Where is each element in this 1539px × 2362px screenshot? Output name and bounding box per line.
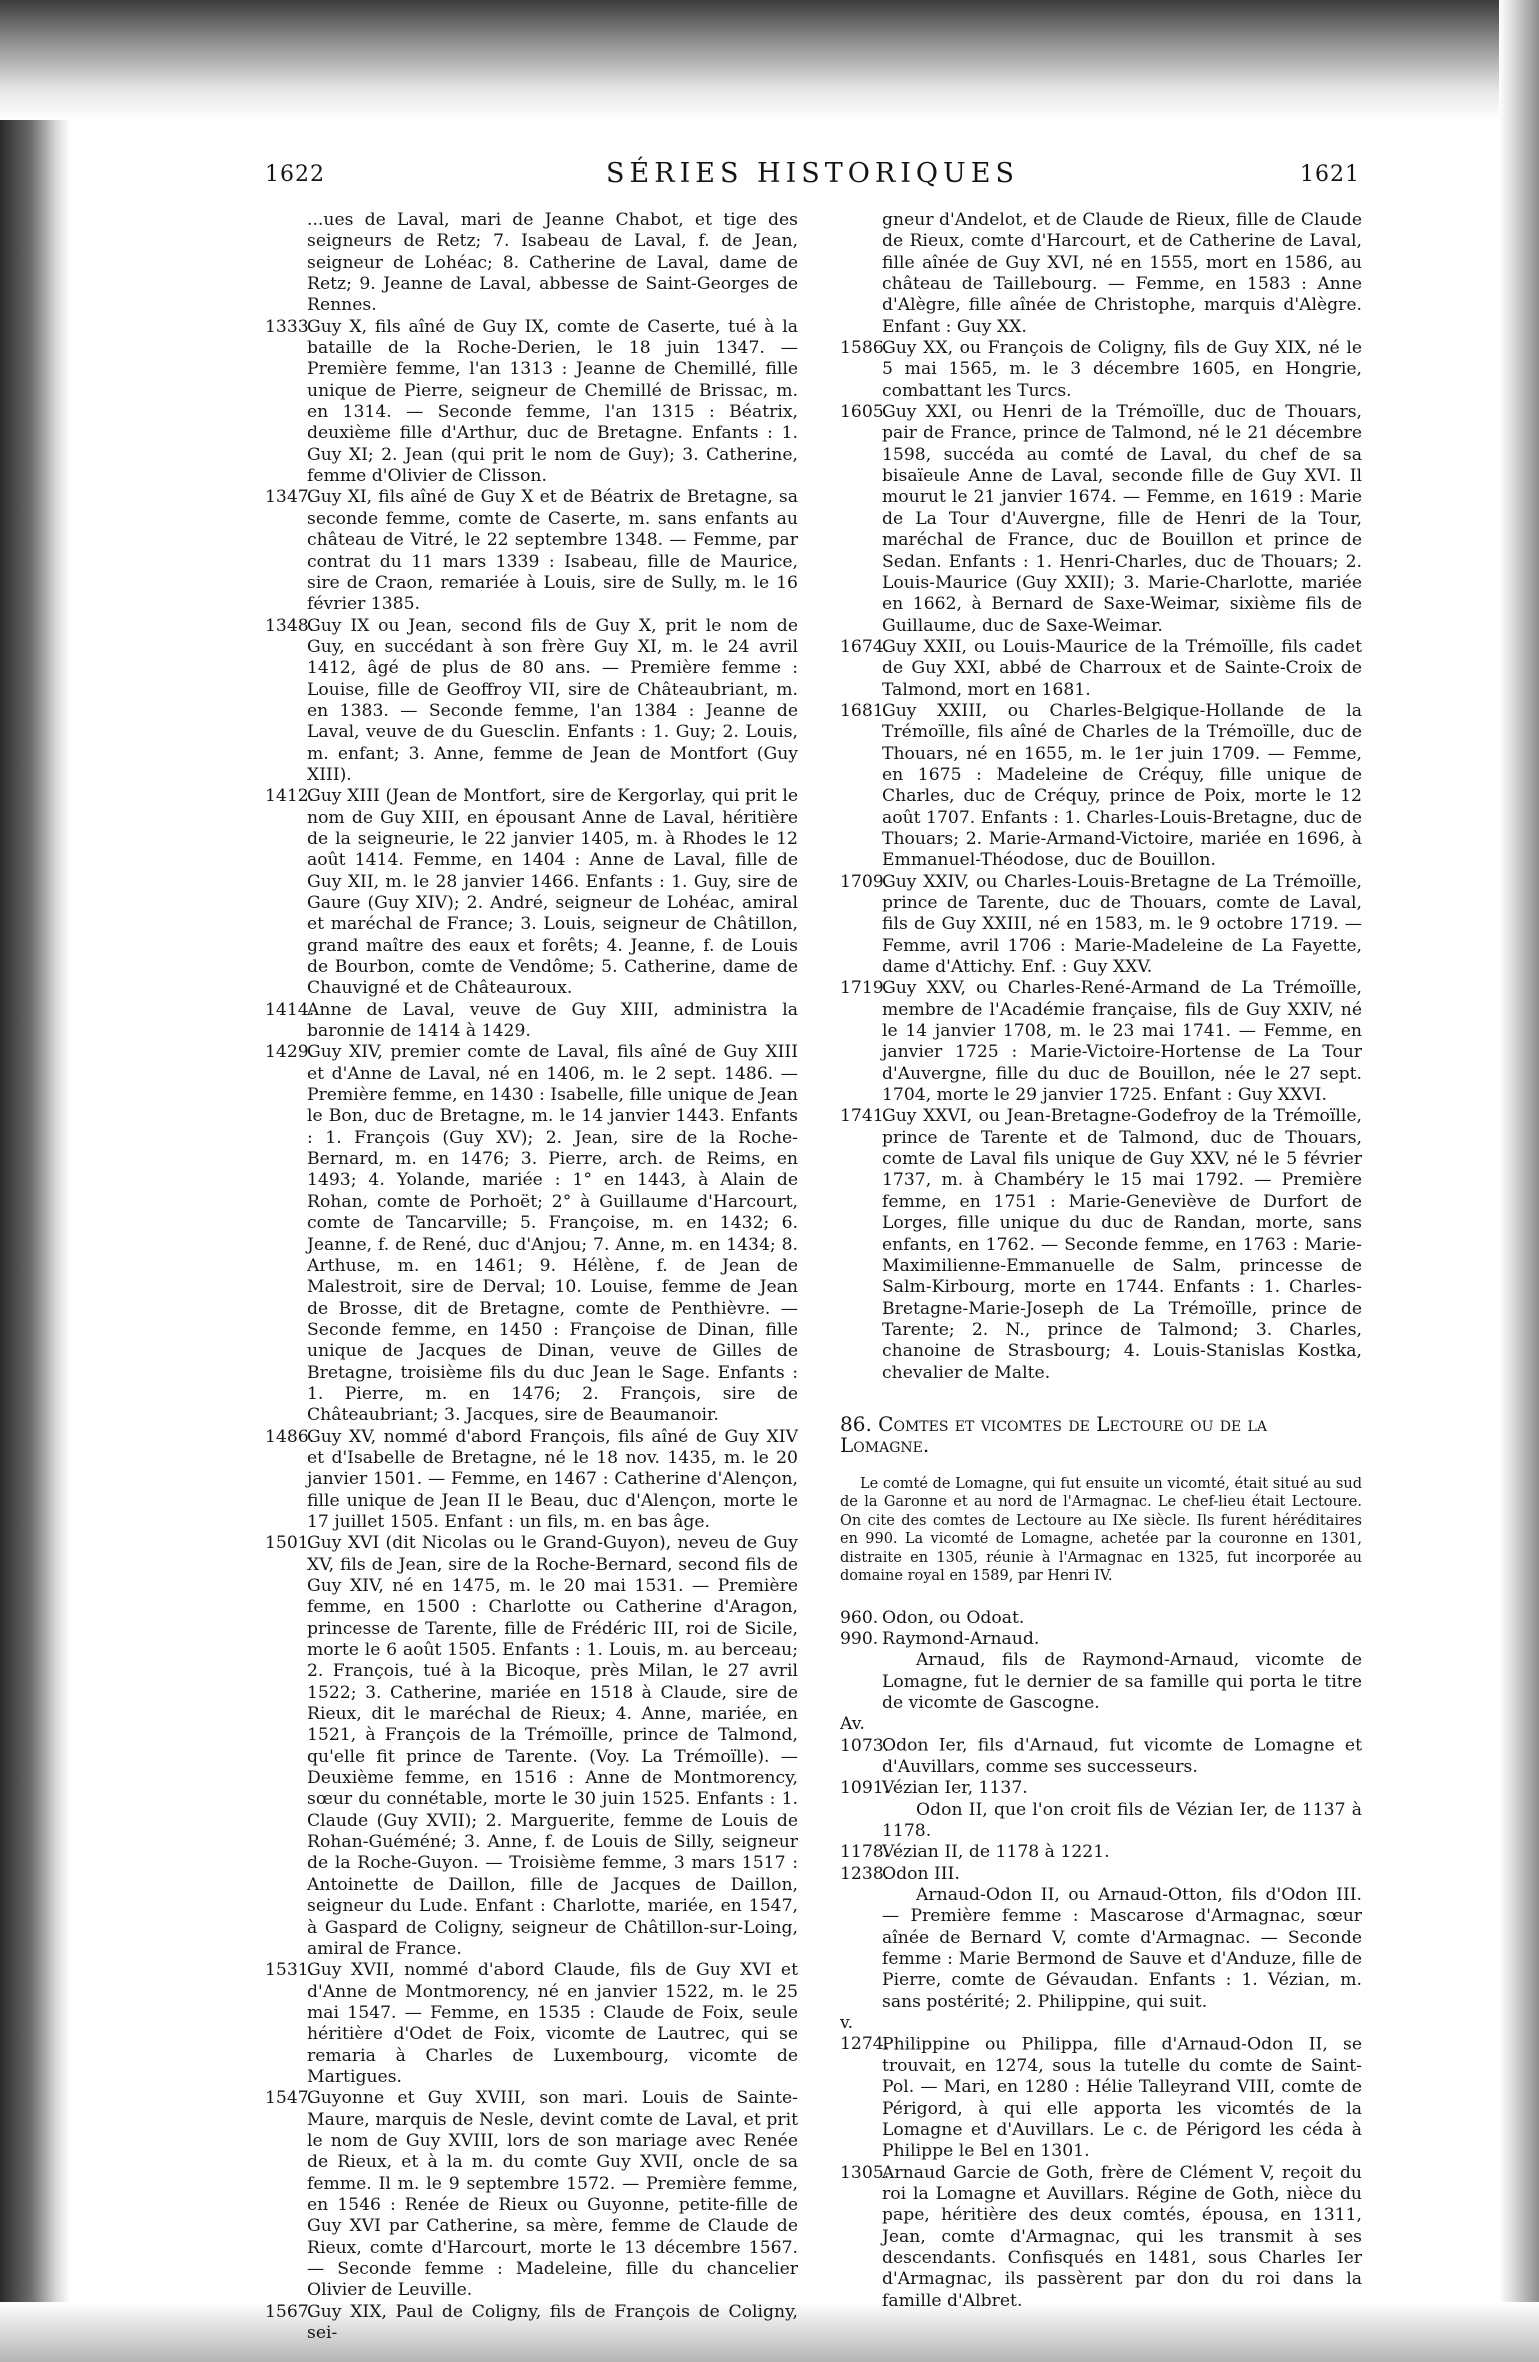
chronology-entry <box>840 1778 1362 1799</box>
chronology-entry <box>840 338 1362 402</box>
section-paragraph: Odon II, que l'on croit fils de Vézian Ier, de 1137 à 1178. <box>882 1799 1362 1842</box>
chronology-entry <box>840 701 1362 872</box>
entry-date: 1091. <box>840 1778 890 1799</box>
chronology-entry <box>265 1960 798 2088</box>
entry-date: Av. 1073. <box>840 1714 890 1756</box>
entry-date: 1567. <box>265 2301 315 2322</box>
right-column <box>840 210 1362 2312</box>
entry-text: Guyonne et Guy XVIII, son mari. Louis de Sainte-Maure, marquis de Nesle, devint comte de Laval, et prit le nom de Guy XVIII, lors de son mariage avec Renée de Rieux, et à la m. du comte Guy XVII, oncle de sa femme. Il m. le 9 septembre 1572. — Première femme, en 1546 : Renée de Rieux ou Guyonne, petite-fille de Guy XVI par Catherine, sa mère, femme de Claude de Rieux, comte d'Harcourt, morte le 13 décembre 1567. — Seconde femme : Madeleine, fille du chancelier Olivier de Leuville. <box>307 2088 798 2301</box>
entry-date: 1486. <box>265 1426 315 1447</box>
entry-date: 1333. <box>265 316 315 337</box>
chronology-entry <box>840 872 1362 979</box>
entry-date: 1429. <box>265 1042 315 1063</box>
page-number-right: 1621 <box>1300 162 1360 187</box>
section-title: 86. Comtes et vicomtes de Lectoure ou de la Lomagne. <box>840 1411 1267 1458</box>
chronology-entry <box>840 637 1362 701</box>
scan-shadow-top <box>0 0 1539 120</box>
chronology-entry <box>840 210 1362 338</box>
entry-text: Odon Ier, fils d'Arnaud, fut vicomte de Lomagne et d'Auvillars, comme ses successeurs. <box>882 1735 1362 1777</box>
entry-text: Odon III. <box>882 1863 960 1884</box>
entry-date: 1501. <box>265 1533 315 1554</box>
entry-text: Guy XI, fils aîné de Guy X et de Béatrix de Bretagne, sa seconde femme, comte de Caserte, m. sans enfants au château de Vitré, le 22 septembre 1348. — Femme, par contrat du 11 mars 1339 : Isabeau, fille de Maurice, sire de Craon, remariée à Louis, sire de Sully, m. le 16 février 1385. <box>307 487 798 615</box>
chronology-entry <box>265 2302 798 2345</box>
chronology-entry <box>840 1106 1362 1383</box>
chronology-entry <box>265 210 798 317</box>
chronology-entry <box>265 317 798 488</box>
entry-date: 1414. <box>265 999 315 1020</box>
entry-text: Guy XVI (dit Nicolas ou le Grand-Guyon), neveu de Guy XV, fils de Jean, sire de la Roche-Bernard, second fils de Guy XIV, né en 1475, m. le 20 mai 1531. — Première femme, en 1500 : Charlotte ou Catherine d'Aragon, princesse de Tarente, fille de Frédéric III, roi de Sicile, morte le 6 août 1505. Enfants : 1. Louis, m. au berceau; 2. François, tué à la Bicoque, près Milan, le 27 avril 1522; 3. Catherine, mariée en 1518 à Claude, sire de Rieux, dit le maréchal de Rieux; 4. Anne, mariée, en 1521, à François de la Trémoïlle, prince de Talmond, qu'elle fit prince de Tarente. (Voy. La Trémoïlle). — Deuxième femme, en 1516 : Anne de Montmorency, sœur du connétable, morte le 30 juin 1525. Enfants : 1. Claude (Guy XVII); 2. Marguerite, femme de Louis de Rohan-Guéméné; 3. Anne, f. de Louis de Silly, seigneur de la Roche-Guyon. — Troisième femme, 3 mars 1517 : Antoinette de Daillon, fille de Jacques de Daillon, seigneur du Lude. Enfant : Charlotte, mariée, en 1547, à Gaspard de Coligny, seigneur de Châtillon-sur-Loing, amiral de France. <box>307 1533 798 1959</box>
entry-text: Vézian II, de 1178 à 1221. <box>882 1842 1110 1863</box>
page-header <box>265 158 1360 198</box>
scan-shadow-right <box>1499 0 1539 2362</box>
section-intro: Le comté de Lomagne, qui fut ensuite un vicomté, était situé au sud de la Garonne et au nord de l'Armagnac. Le chef-lieu était Lectoure. On cite des comtes de Lectoure au IXe siècle. Ils furent héréditaires en 990. La vicomté de Lomagne, achetée par la couronne en 1301, distraite en 1305, réunie à l'Armagnac en 1325, fut incorporée au domaine royal en 1589, par Henri IV. <box>840 1475 1362 1585</box>
entry-text: Guy XVII, nommé d'abord Claude, fils de Guy XVI et d'Anne de Montmorency, né en janvier 1522, m. le 25 mai 1547. — Femme, en 1535 : Claude de Foix, seule héritière d'Odet de Foix, vicomte de Lautrec, qui se remaria à Charles de Luxembourg, vicomte de Martigues. <box>307 1960 798 2087</box>
entry-text: Philippine ou Philippa, fille d'Arnaud-Odon II, se trouvait, en 1274, sous la tutelle du comte de Saint-Pol. — Mari, en 1280 : Hélie Talleyrand VIII, comte de Périgord, à qui elle apporta les vicomtés de la Lomagne et d'Auvillars. Le c. de Périgord les céda à Philippe le Bel en 1301. <box>882 2034 1362 2162</box>
scan-shadow-left <box>0 0 70 2362</box>
chronology-entry <box>265 786 798 999</box>
chronology-entry <box>840 402 1362 637</box>
entry-text: ...ues de Laval, mari de Jeanne Chabot, et tige des seigneurs de Retz; 7. Isabeau de Laval, f. de Jean, seigneur de Lohéac; 8. Catherine de Laval, dame de Retz; 9. Jeanne de Laval, abbesse de Saint-Georges de Rennes. <box>307 210 798 316</box>
entry-text: Odon, ou Odoat. <box>882 1607 1025 1628</box>
entry-date: 1681. <box>840 700 890 721</box>
entry-date: 1412. <box>265 786 315 807</box>
entry-text: Guy XIX, Paul de Coligny, fils de François de Coligny, sei- <box>307 2301 798 2344</box>
entry-date: 960. <box>840 1607 879 1628</box>
entry-date: 1605. <box>840 402 890 423</box>
entry-date: 1178. <box>840 1842 890 1863</box>
entry-text: Raymond-Arnaud. <box>882 1628 1040 1649</box>
chronology-entry <box>265 1042 798 1426</box>
chronology-entry <box>840 978 1362 1106</box>
entry-text: Guy XIII (Jean de Montfort, sire de Kergorlay, qui prit le nom de Guy XIII, en épousant Anne de Laval, héritière de la seigneurie, le 22 janvier 1405, m. à Rhodes le 12 août 1414. Femme, en 1404 : Anne de Laval, fille de Guy XII, m. le 28 janvier 1466. Enfants : 1. Guy, sire de Gaure (Guy XIV); 2. André, seigneur de Lohéac, amiral et maréchal de France; 3. Louis, seigneur de Châtillon, grand maître des eaux et forêts; 4. Jeanne, f. de Louis de Bourbon, comte de Vendôme; 5. Catherine, dame de Chauvigné et de Châteauroux. <box>307 786 798 999</box>
entry-date: 1347. <box>265 487 315 508</box>
entry-date: 1305. <box>840 2162 890 2183</box>
entry-date: 1586. <box>840 338 890 359</box>
chronology-entry <box>265 616 798 787</box>
section-paragraph: Arnaud, fils de Raymond-Arnaud, vicomte de Lomagne, fut le dernier de sa famille qui porta le titre de vicomte de Gascogne. <box>882 1650 1362 1713</box>
running-title: SÉRIES HISTORIQUES <box>606 158 1019 189</box>
chronology-entry <box>265 1533 798 1960</box>
entry-date: 1547. <box>265 2088 315 2109</box>
right-column-entries <box>840 210 1362 1384</box>
chronology-entry <box>840 1608 1362 1629</box>
entry-date: 1719. <box>840 978 890 999</box>
entry-text: Vézian Ier, 1137. <box>882 1778 1028 1799</box>
entry-text: Guy XXII, ou Louis-Maurice de la Trémoïlle, fils cadet de Guy XXI, abbé de Charroux et de Sainte-Croix de Talmond, mort en 1681. <box>882 636 1362 700</box>
section-paragraph: Arnaud-Odon II, ou Arnaud-Otton, fils d'Odon III. — Première femme : Mascarose d'Armagnac, sœur aînée de Bernard V, comte d'Armagnac. — Seconde femme : Marie Bermond de Sauve et d'Anduze, fille de Pierre, comte de Gévaudan. Enfants : 1. Vézian, m. sans postérité; 2. Philippine, qui suit. <box>882 1885 1362 2012</box>
entry-text: gneur d'Andelot, et de Claude de Rieux, fille de Claude de Rieux, comte d'Harcourt, et de Catherine de Laval, fille aînée de Guy XVI, né en 1555, mort en 1586, au château de Taillebourg. — Femme, en 1583 : Anne d'Alègre, fille aînée de Christophe, marquis d'Alègre. Enfant : Guy XX. <box>882 210 1362 337</box>
chronology-entry <box>840 1842 1362 1863</box>
page-number-left: 1622 <box>265 162 325 187</box>
entry-text: Anne de Laval, veuve de Guy XIII, administra la baronnie de 1414 à 1429. <box>307 999 798 1042</box>
entry-text: Guy XV, nommé d'abord François, fils aîné de Guy XIV et d'Isabelle de Bretagne, né le 18 nov. 1435, m. le 20 janvier 1501. — Femme, en 1467 : Catherine d'Alençon, fille unique de Jean II le Beau, duc d'Alençon, morte le 17 juillet 1505. Enfant : un fils, m. en bas âge. <box>307 1426 798 1532</box>
chronology-entry <box>840 2013 1362 2162</box>
entry-text: Guy XXIV, ou Charles-Louis-Bretagne de La Trémoïlle, prince de Tarente, duc de Thouars, comte de Laval, fils de Guy XXIII, né en 1583, m. le 9 octobre 1719. — Femme, avril 1706 : Marie-Madeleine de La Fayette, dame d'Attichy. Enf. : Guy XXV. <box>882 871 1362 978</box>
entry-date: 1238. <box>840 1863 890 1884</box>
chronology-entry <box>265 1427 798 1534</box>
section-entries <box>840 1608 1362 2312</box>
entry-text: Guy XXV, ou Charles-René-Armand de La Trémoïlle, membre de l'Académie française, fils de Guy XXIV, né le 14 janvier 1708, m. le 23 mai 1741. — Femme, en janvier 1725 : Marie-Victoire-Hortense de La Tour d'Auvergne, fille du duc de Bouillon, née le 27 sept. 1704, morte le 29 janvier 1725. Enfant : Guy XXVI. <box>882 978 1362 1106</box>
chronology-entry <box>265 487 798 615</box>
entry-date: 1348. <box>265 615 315 636</box>
entry-text: Guy X, fils aîné de Guy IX, comte de Caserte, tué à la bataille de la Roche-Derien, le 18 juin 1347. — Première femme, l'an 1313 : Jeanne de Chemillé, fille unique de Pierre, seigneur de Chemillé de Brissac, m. en 1314. — Seconde femme, l'an 1315 : Béatrix, deuxième fille d'Arthur, duc de Bretagne. Enfants : 1. Guy XI; 2. Jean (qui prit le nom de Guy); 3. Catherine, femme d'Olivier de Clisson. <box>307 316 798 487</box>
chronology-entry <box>840 1864 1362 1885</box>
entry-text: Guy XX, ou François de Coligny, fils de Guy XIX, né le 5 mai 1565, m. le 3 décembre 1605, en Hongrie, combattant les Turcs. <box>882 338 1362 401</box>
entry-date: 1709. <box>840 871 890 892</box>
entry-text: Arnaud Garcie de Goth, frère de Clément V, reçoit du roi la Lomagne et Auvillars. Régine de Goth, nièce du pape, héritière des deux comtés, épousa, en 1311, Jean, comte d'Armagnac, qui les transmit à ses descendants. Confisqués en 1481, sous Charles Ier d'Armagnac, ils passèrent par don du roi dans la famille d'Albret. <box>882 2162 1362 2311</box>
entry-date: v. 1274. <box>840 2013 890 2055</box>
entry-date: 990. <box>840 1628 879 1649</box>
entry-text: Guy XXI, ou Henri de la Trémoïlle, duc de Thouars, pair de France, prince de Talmond, né le 21 décembre 1598, succéda au comté de Laval, du chef de sa bisaïeule Anne de Laval, seconde fille de Guy XVI. Il mourut le 21 janvier 1674. — Femme, en 1619 : Marie de La Tour d'Auvergne, fille de Henri de la Tour, maréchal de France, duc de Bouillon et prince de Sedan. Enfants : 1. Henri-Charles, duc de Thouars; 2. Louis-Maurice (Guy XXII); 3. Marie-Charlotte, mariée en 1662, à Bernard de Saxe-Weimar, sixième fils de Guillaume, duc de Saxe-Weimar. <box>882 402 1362 636</box>
chronology-entry <box>840 1629 1362 1650</box>
entry-text: Guy IX ou Jean, second fils de Guy X, prit le nom de Guy, en succédant à son frère Guy XI, m. le 24 avril 1412, âgé de plus de 80 ans. — Première femme : Louise, fille de Geoffroy VII, sire de Châteaubriant, m. en 1383. — Seconde femme, l'an 1384 : Jeanne de Laval, veuve de du Guesclin. Enfants : 1. Guy; 2. Louis, m. enfant; 3. Anne, femme de Jean de Montfort (Guy XIII). <box>307 615 798 785</box>
chronology-entry <box>265 1000 798 1043</box>
entry-date: 1674. <box>840 636 890 657</box>
chronology-entry <box>265 2088 798 2301</box>
entry-text: Guy XIV, premier comte de Laval, fils aîné de Guy XIII et d'Anne de Laval, né en 1406, m. le 2 sept. 1486. — Première femme, en 1430 : Isabelle, fille unique de Jean le Bon, duc de Bretagne, m. le 14 janvier 1443. Enfants : 1. François (Guy XV); 2. Jean, sire de la Roche-Bernard, m. en 1476; 3. Pierre, arch. de Reims, en 1493; 4. Yolande, mariée : 1° en 1443, à Alain de Rohan, comte de Porhoët; 2° à Guillaume d'Harcourt, comte de Tancarville; 5. Françoise, m. en 1432; 6. Jeanne, f. de René, duc d'Anjou; 7. Anne, m. en 1434; 8. Arthuse, m. en 1461; 9. Hélène, f. de Jean de Malestroit, sire de Derval; 10. Louise, femme de Jean de Brosse, dit de Bretagne, comte de Penthièvre. — Seconde femme, en 1450 : Françoise de Dinan, fille unique de Jacques de Dinan, veuve de Gilles de Bretagne, troisième fils du duc Jean le Sage. Enfants : 1. Pierre, m. en 1476; 2. François, sire de Châteaubriant; 3. Jacques, sire de Beaumanoir. <box>307 1042 798 1426</box>
entry-text: Guy XXVI, ou Jean-Bretagne-Godefroy de la Trémoïlle, prince de Tarente et de Talmond, duc de Thouars, comte de Laval fils unique de Guy XXV, né le 5 février 1737, m. à Chambéry le 15 mai 1792. — Première femme, en 1751 : Marie-Geneviève de Durfort de Lorges, fille unique du duc de Randan, morte, sans enfants, en 1762. — Seconde femme, en 1763 : Marie-Maximilienne-Emmanuelle de Salm, princesse de Salm-Kirbourg, morte en 1744. Enfants : 1. Charles-Bretagne-Marie-Joseph de La Trémoïlle, prince de Tarente; 2. N., prince de Talmond; 3. Charles, chanoine de Strasbourg; 4. Louis-Stanislas Kostka, chevalier de Malte. <box>882 1106 1362 1383</box>
entry-date: 1531. <box>265 1960 315 1981</box>
entry-text: Guy XXIII, ou Charles-Belgique-Hollande de la Trémoïlle, fils aîné de Charles de la Trémoïlle, duc de Thouars, né en 1655, m. le 1er juin 1709. — Femme, en 1675 : Madeleine de Créquy, fille unique de Charles, duc de Créquy, prince de Poix, morte le 12 août 1707. Enfants : 1. Charles-Louis-Bretagne, duc de Thouars; 2. Marie-Armand-Victoire, mariée en 1696, à Emmanuel-Théodose, duc de Bouillon. <box>882 700 1362 871</box>
chronology-entry <box>840 2163 1362 2312</box>
entry-date: 1741. <box>840 1106 890 1127</box>
chronology-entry <box>840 1714 1362 1778</box>
left-column <box>265 210 798 2344</box>
